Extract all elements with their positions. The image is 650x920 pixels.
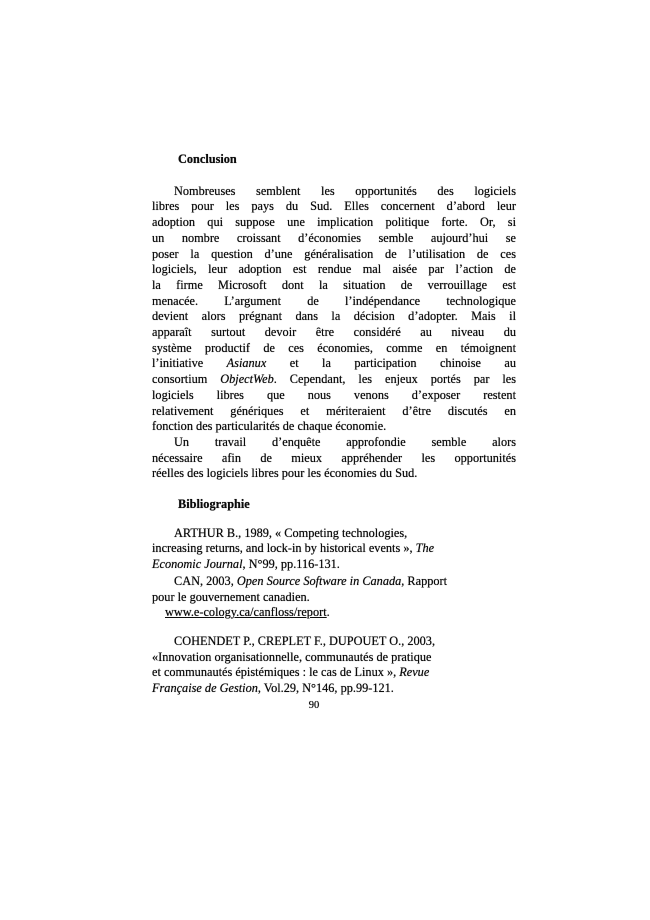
text-run: l’initiative [152, 356, 227, 371]
text-run: logiciels libres que nous venons d’exposer restent [152, 387, 516, 402]
italic-text-run: The [415, 541, 435, 556]
document-page [152, 152, 516, 713]
text-line [152, 466, 516, 482]
text-line [152, 574, 516, 590]
text-run: nécessaire afin de mieux appréhender les opportunités [152, 450, 516, 465]
text-line [152, 184, 516, 200]
italic-text-run: ObjectWeb [220, 372, 274, 387]
text-run: un nombre croissant d’économies semble aujourd’hui se [152, 230, 516, 245]
italic-text-run: Open Source Software in Canada [236, 573, 402, 588]
text-line [152, 650, 516, 666]
text-run: menacée. L’argument de l’indépendance technologique [152, 293, 516, 308]
text-line [152, 451, 516, 467]
italic-text-run: Revue [399, 665, 430, 680]
text-run: consortium [152, 372, 221, 387]
text-line [152, 634, 516, 650]
text-run: adoption qui suppose une implication politique forte. Or, si [152, 215, 516, 230]
text-line [152, 590, 516, 606]
text-line [152, 404, 516, 420]
text-line [152, 681, 516, 697]
text-run: relativement génériques et mériteraient d’être discutés en [152, 403, 516, 418]
text-run: pour le gouvernement canadien. [152, 589, 310, 604]
text-run: système productif de ces économies, comme en témoignent [152, 340, 516, 355]
text-run: . Cependant, les enjeux portés par les [273, 372, 517, 387]
text-run: et la participation chinoise au [266, 356, 516, 371]
text-run: , N°99, pp.116-131. [242, 557, 340, 572]
text-run: CAN, 2003, [174, 573, 237, 588]
text-run: «Innovation organisationnelle, communautés de pratique [152, 649, 432, 664]
text-run: . [326, 605, 330, 620]
conclusion-paragraph-2 [152, 435, 516, 482]
text-run: fonction des particularités de chaque économie. [152, 419, 387, 434]
text-run: libres pour les pays du Sud. Elles concernent d’abord leur [152, 199, 516, 214]
text-line [152, 526, 516, 542]
text-line [152, 215, 516, 231]
text-run: COHENDET P., CREPLET F., DUPOUET O., 2003, [174, 633, 436, 648]
bibliography-entry-cohendet [152, 634, 516, 697]
text-line [152, 541, 516, 557]
text-run: logiciels, leur adoption est rendue mal aisée par l’action de [152, 262, 516, 277]
italic-text-run: Economic Journal [152, 557, 243, 572]
bibliography-entry-arthur [152, 526, 516, 573]
text-run: , Vol.29, N°146, pp.99-121. [257, 681, 394, 696]
italic-text-run: Asianux [226, 356, 267, 371]
text-line [152, 435, 516, 451]
text-line [152, 199, 516, 215]
text-run: Un travail d’enquête approfondie semble alors [174, 434, 516, 449]
text-run: et communautés épistémiques : le cas de Linux », [152, 665, 400, 680]
bibliography-entry-can [152, 574, 516, 621]
text-line [152, 278, 516, 294]
text-line [152, 419, 516, 435]
text-run: la firme Microsoft dont la situation de verrouillage est [152, 277, 516, 292]
text-line [152, 247, 516, 263]
conclusion-paragraph-1 [152, 184, 516, 435]
text-line [152, 356, 516, 372]
italic-text-run: Française de Gestion [152, 681, 258, 696]
text-run: ARTHUR B., 1989, « Competing technologies, [174, 525, 408, 540]
text-run: increasing returns, and lock-in by historical events », [152, 541, 416, 556]
text-run: devient alors prégnant dans la décision d’adopter. Mais il [152, 309, 516, 324]
text-line [152, 262, 516, 278]
text-run: poser la question d’une généralisation de l’utilisation de ces [152, 246, 516, 261]
text-run: Nombreuses semblent les opportunités des logiciels [174, 183, 516, 198]
text-line [152, 557, 516, 573]
page-number: 90 [308, 699, 320, 711]
text-line [152, 665, 516, 681]
bibliography-heading: Bibliographie [178, 497, 250, 512]
text-run: apparaît surtout devoir être considéré au niveau du [152, 325, 516, 340]
text-line [152, 372, 516, 388]
text-line [152, 309, 516, 325]
text-run: , Rapport [401, 573, 448, 588]
canfloss-report-link[interactable]: www.e-cology.ca/canfloss/report [165, 605, 327, 620]
text-line [152, 341, 516, 357]
conclusion-heading: Conclusion [178, 152, 237, 166]
text-line [152, 325, 516, 341]
text-run: réelles des logiciels libres pour les économies du Sud. [152, 466, 418, 481]
text-line [152, 388, 516, 404]
text-line [152, 231, 516, 247]
text-line [152, 294, 516, 310]
text-line [152, 605, 516, 621]
